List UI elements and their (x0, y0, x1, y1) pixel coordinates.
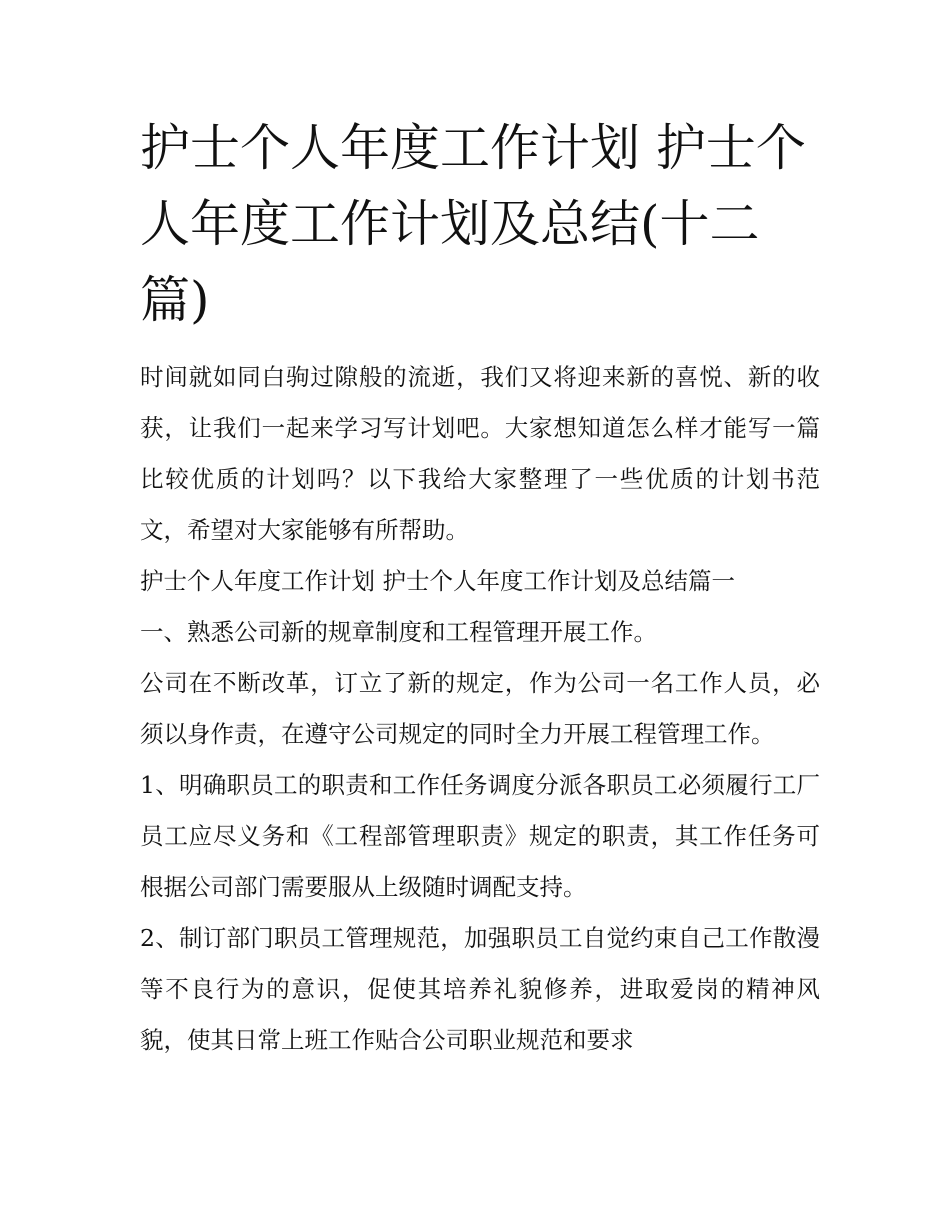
document-body (140, 352, 820, 1066)
document-title: 护士个人年度工作计划 护士个人年度工作计划及总结(十二篇) (140, 119, 806, 329)
document-page (140, 110, 820, 1066)
intro-paragraph: 时间就如同白驹过隙般的流逝，我们又将迎来新的喜悦、新的收获，让我们一起来学习写计划吧。大家想知道怎么样才能写一篇比较优质的计划吗？以下我给大家整理了一些优质的计划书范文，希望对大家能够有所帮助。 (140, 363, 820, 544)
body-paragraph: 公司在不断改革，订立了新的规定，作为公司一名工作人员，必须以身作责，在遵守公司规定的同时全力开展工程管理工作。 (140, 669, 820, 748)
list-item-2: 2、制订部门职员工管理规范，加强职员工自觉约束自己工作散漫等不良行为的意识，促使其培养礼貌修养，进取爱岗的精神风貌，使其日常上班工作贴合公司职业规范和要求 (140, 924, 820, 1054)
list-item-1: 1、明确职员工的职责和工作任务调度分派各职员工必须履行工厂员工应尽义务和《工程部管理职责》规定的职责，其工作任务可根据公司部门需要服从上级随时调配支持。 (140, 771, 820, 901)
section-heading: 护士个人年度工作计划 护士个人年度工作计划及总结篇一 (140, 567, 735, 595)
point-heading: 一、熟悉公司新的规章制度和工程管理开展工作。 (140, 618, 657, 646)
